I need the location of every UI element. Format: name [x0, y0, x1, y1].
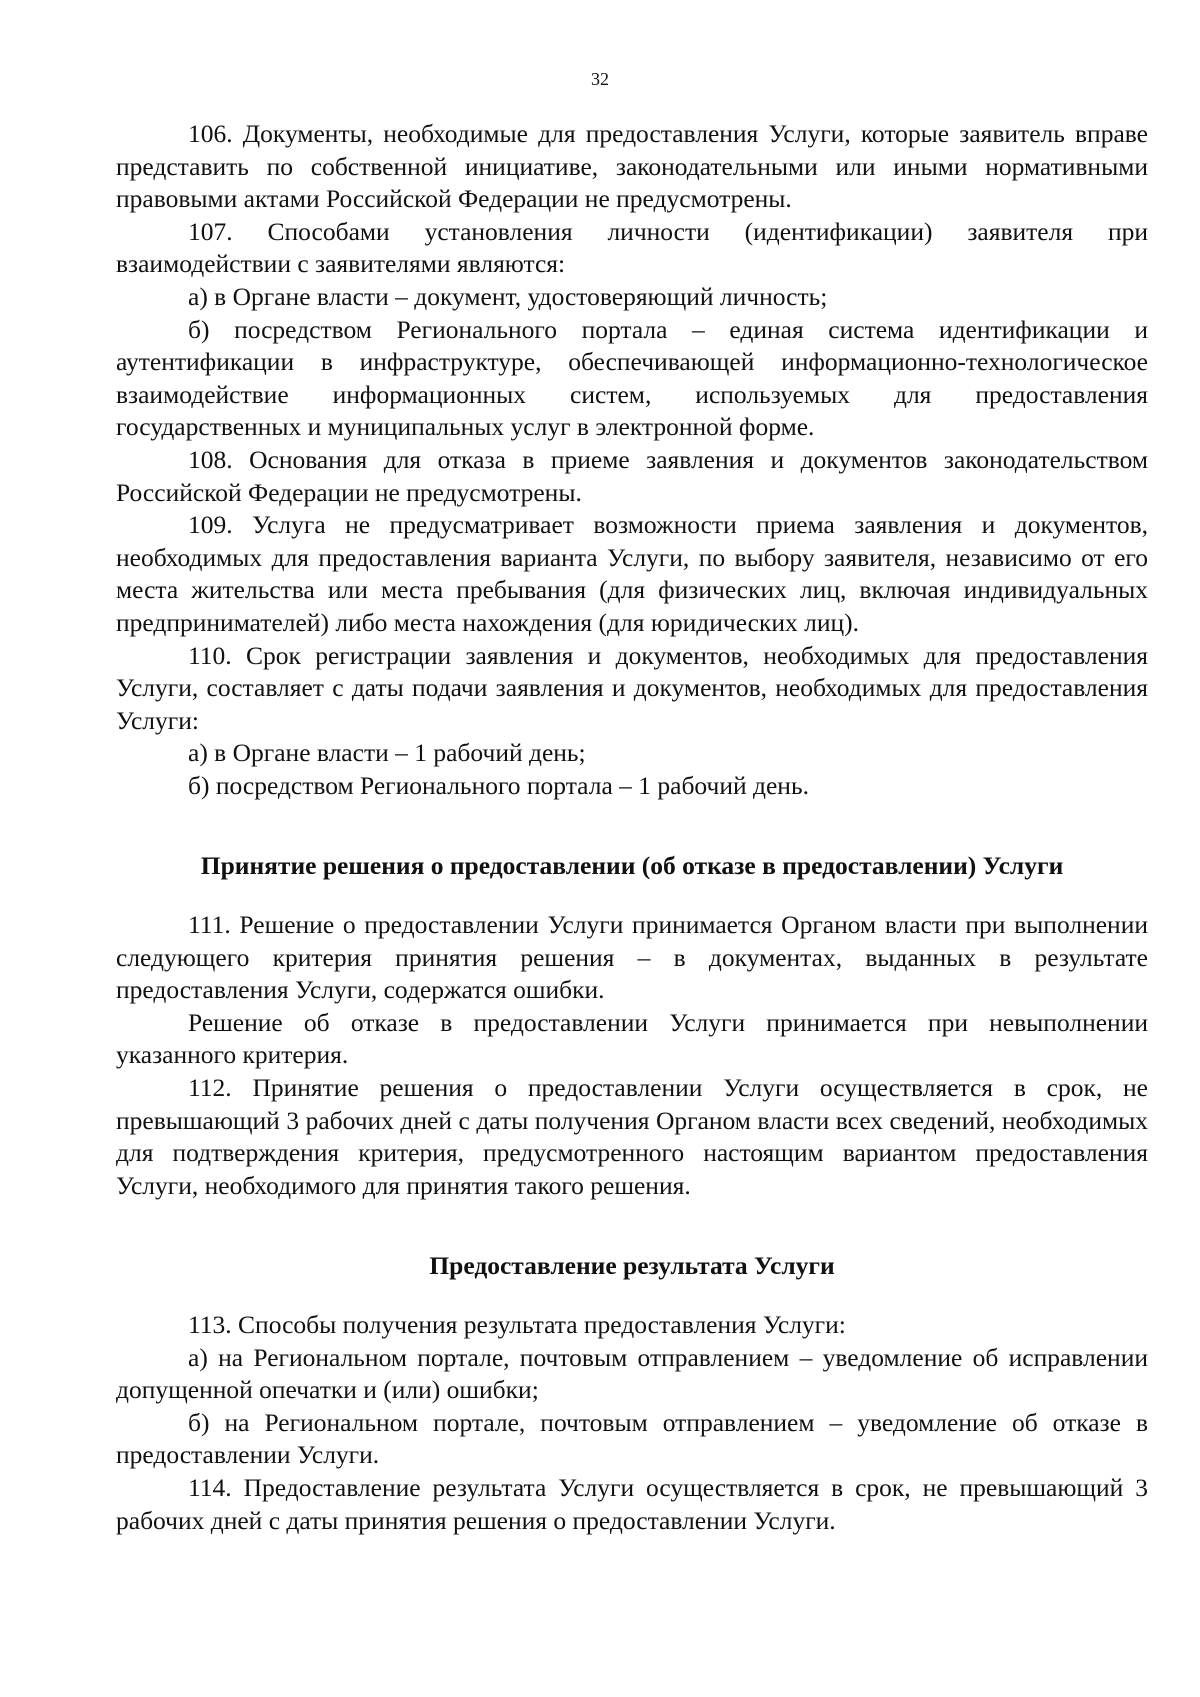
- section-spacer: [116, 1202, 1148, 1250]
- paragraph-113: 113. Способы получения результата предоставления Услуги:: [188, 1310, 846, 1339]
- paragraph-110: 110. Срок регистрации заявления и документов, необходимых для предоставления Услуги, составляет с даты подачи заявления и документов, необходимых для предоставления Услуги:: [116, 640, 1148, 735]
- section-spacer: [116, 802, 1148, 850]
- paragraph-113a: а) на Региональном портале, почтовым отправлением – уведомление об исправлении допущенной опечатки и (или) ошибки;: [116, 1342, 1148, 1405]
- paragraph-113b: б) на Региональном портале, почтовым отправлением – уведомление об отказе в предоставлении Услуги.: [116, 1407, 1148, 1470]
- paragraph-109: 109. Услуга не предусматривает возможности приема заявления и документов, необходимых для предоставления варианта Услуги, по выбору заявителя, независимо от его места жительства или места пребывания (для физических лиц, включая индивидуальных предпринимателей) либо места нахождения (для юридических лиц).: [116, 510, 1148, 637]
- paragraph-107: 107. Способами установления личности (идентификации) заявителя при взаимодействии с заявителями являются:: [116, 216, 1148, 279]
- section-spacer: [116, 883, 1148, 909]
- section-heading-decision: Принятие решения о предоставлении (об отказе в предоставлении) Услуги: [200, 851, 1064, 881]
- paragraph-110b: б) посредством Регионального портала – 1 рабочий день.: [188, 770, 809, 800]
- paragraph-106: 106. Документы, необходимые для предоставления Услуги, которые заявитель вправе представить по собственной инициативе, законодательными или иными нормативными правовыми актами Российской Федерации не предусмотрены.: [116, 119, 1148, 214]
- paragraph-111-refusal: Решение об отказе в предоставлении Услуги принимается при невыполнении указанного критерия.: [116, 1007, 1148, 1070]
- paragraph-107a: а) в Органе власти – документ, удостоверяющий личность;: [188, 281, 828, 311]
- section-heading-result: Предоставление результата Услуги: [429, 1251, 835, 1281]
- paragraph-107b: б) посредством Регионального портала – единая система идентификации и аутентификации в инфраструктуре, обеспечивающей информационно-технологическое взаимодействие информационных систем, используемых для предоставления государственных и муниципальных услуг в электронной форме.: [116, 314, 1148, 442]
- paragraph-108: 108. Основания для отказа в приеме заявления и документов законодательством Российской Федерации не предусмотрены.: [116, 444, 1148, 507]
- paragraph-114: 114. Предоставление результата Услуги осуществляется в срок, не превышающий 3 рабочих дней с даты принятия решения о предоставлении Услуги.: [116, 1472, 1148, 1535]
- section-spacer: [116, 1283, 1148, 1309]
- paragraph-111: 111. Решение о предоставлении Услуги принимается Органом власти при выполнении следующего критерия принятия решения – в документах, выданных в результате предоставления Услуги, содержатся ошибки.: [116, 910, 1148, 1005]
- paragraph-112: 112. Принятие решения о предоставлении Услуги осуществляется в срок, не превышающий 3 рабочих дней с даты получения Органом власти всех сведений, необходимых для подтверждения критерия, предусмотренного настоящим вариантом предоставления Услуги, необходимого для принятия такого решения.: [116, 1073, 1148, 1200]
- page-number: 32: [591, 69, 609, 89]
- document-body: [116, 118, 1148, 1537]
- paragraph-110a: а) в Органе власти – 1 рабочий день;: [188, 738, 586, 768]
